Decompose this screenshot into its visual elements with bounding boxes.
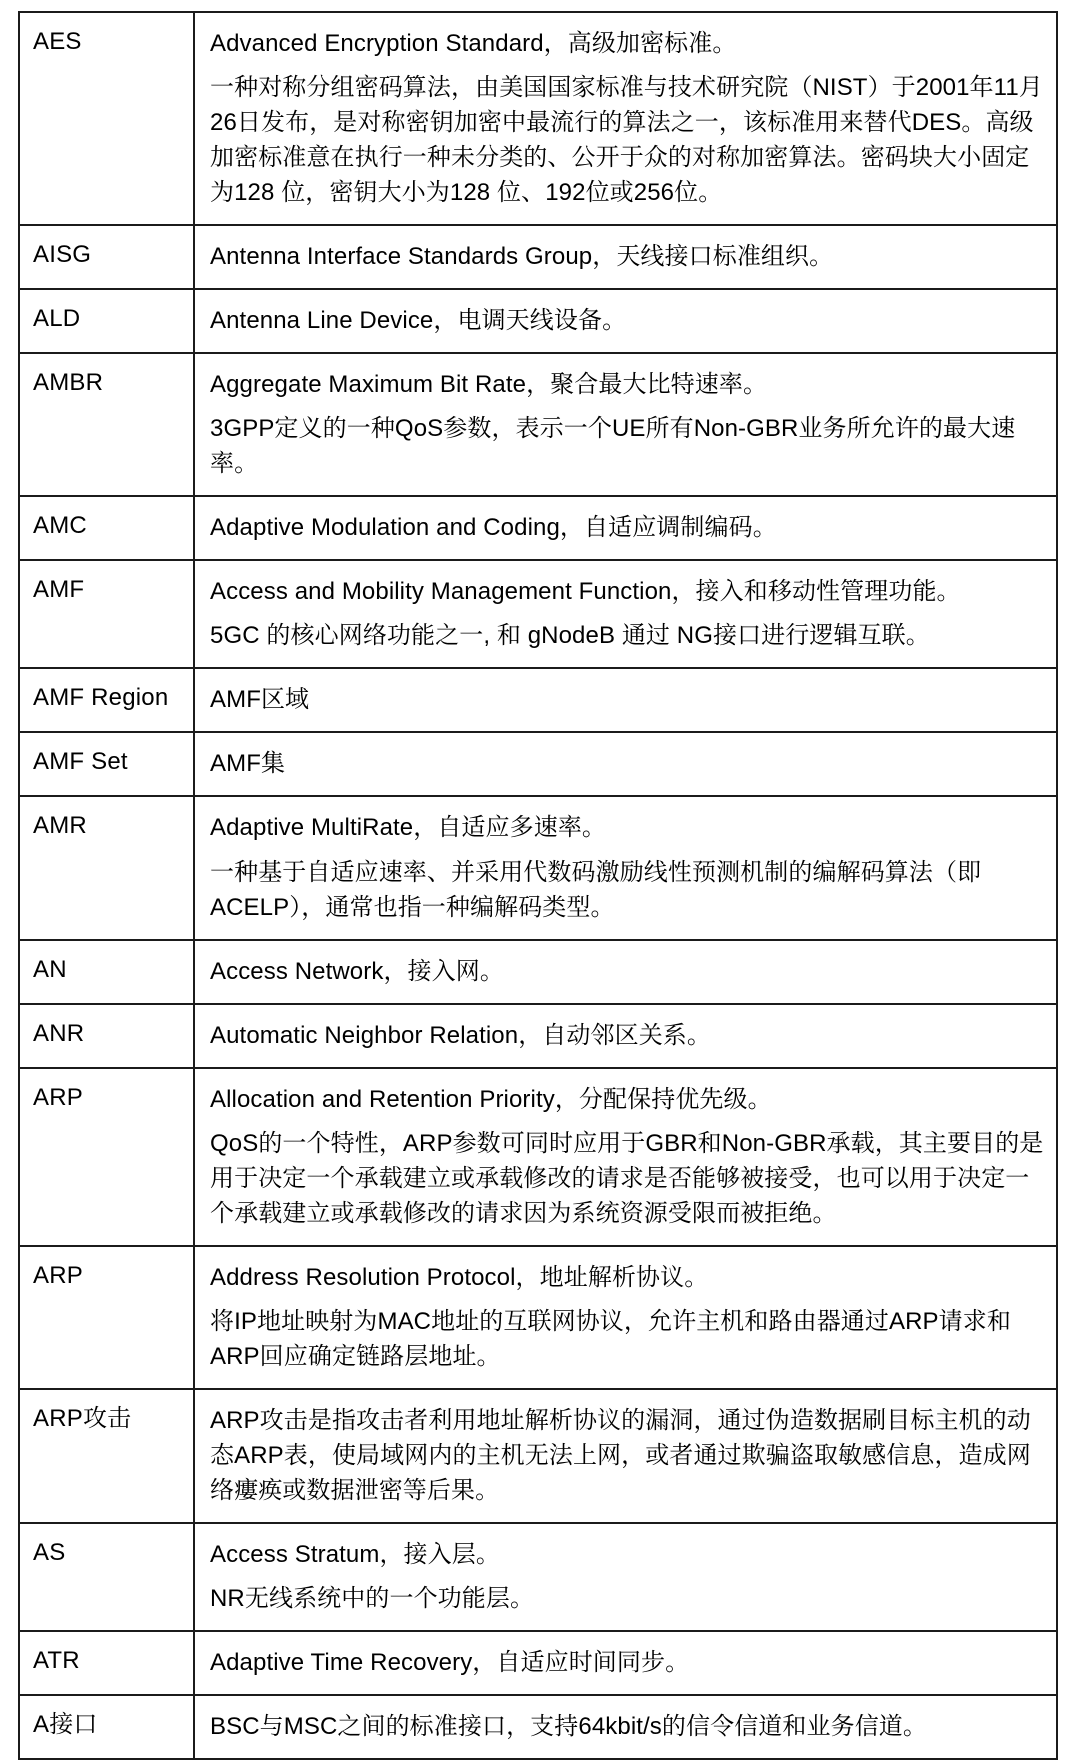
glossary-term-text: AMR	[33, 812, 87, 840]
glossary-term-cell	[19, 1068, 194, 1246]
glossary-definition-cell	[194, 353, 1057, 496]
glossary-term-cell	[19, 496, 194, 560]
glossary-definition-cell	[194, 289, 1057, 353]
glossary-definition-cell	[194, 560, 1057, 668]
glossary-term-text: ARP攻击	[33, 1404, 132, 1432]
glossary-definition-paragraph: Adaptive Modulation and Coding，自适应调制编码。	[210, 514, 777, 542]
glossary-definition-paragraph: QoS的一个特性，ARP参数可同时应用于GBR和Non-GBR承载，其主要目的是用于决定一个承载建立或承载修改的请求是否能够被接受，也可以用于决定一个承载建立或承载修改的请求因为系统资源受限而被拒绝。	[210, 1129, 1044, 1227]
glossary-term-cell	[19, 1246, 194, 1389]
table-row	[19, 225, 1057, 289]
glossary-term-text: ALD	[33, 305, 81, 333]
table-row	[19, 940, 1057, 1004]
glossary-definition-paragraph: 将IP地址映射为MAC地址的互联网协议，允许主机和路由器通过ARP请求和ARP回应确定链路层地址。	[210, 1307, 1011, 1370]
glossary-definition-cell	[194, 1004, 1057, 1068]
glossary-definition-cell	[194, 12, 1057, 225]
table-row	[19, 1068, 1057, 1246]
glossary-term-text: AES	[33, 28, 82, 55]
table-row	[19, 1695, 1057, 1759]
glossary-definition-paragraph: Access Network，接入网。	[210, 957, 504, 985]
table-row	[19, 1523, 1057, 1631]
glossary-definition-paragraph: Address Resolution Protocol，地址解析协议。	[210, 1263, 709, 1291]
glossary-term-text: AS	[33, 1538, 66, 1566]
table-row	[19, 1246, 1057, 1389]
glossary-definition-paragraph: NR无线系统中的一个功能层。	[210, 1584, 535, 1612]
glossary-term-cell	[19, 796, 194, 939]
glossary-term-text: AMF Set	[33, 748, 128, 776]
glossary-term-text: AMF	[33, 576, 85, 604]
table-row	[19, 353, 1057, 496]
glossary-definition-cell	[194, 1631, 1057, 1695]
table-row	[19, 796, 1057, 939]
glossary-definition-cell	[194, 225, 1057, 289]
glossary-term-text: AN	[33, 955, 67, 983]
glossary-table	[18, 11, 1058, 1760]
glossary-definition-cell	[194, 1246, 1057, 1389]
glossary-definition-cell	[194, 940, 1057, 1004]
glossary-term-cell	[19, 1695, 194, 1759]
glossary-table-body	[19, 12, 1057, 1759]
glossary-definition-cell	[194, 1523, 1057, 1631]
glossary-definition-paragraph: AMF集	[210, 750, 286, 778]
glossary-definition-cell	[194, 1389, 1057, 1523]
glossary-definition-paragraph: 一种对称分组密码算法，由美国国家标准与技术研究院（NIST）于2001年11月26日发布，是对称密钥加密中最流行的算法之一，该标准用来替代DES。高级加密标准意在执行一种未分类的、公开于众的对称加密算法。密码块大小固定为128 位，密钥大小为128 位、192位或256位。	[210, 74, 1043, 207]
table-row	[19, 1004, 1057, 1068]
glossary-definition-cell	[194, 732, 1057, 796]
glossary-definition-paragraph: 3GPP定义的一种QoS参数，表示一个UE所有Non-GBR业务所允许的最大速率。	[210, 415, 1016, 478]
glossary-definition-paragraph: Automatic Neighbor Relation，自动邻区关系。	[210, 1021, 711, 1049]
glossary-definition-paragraph: Advanced Encryption Standard，高级加密标准。	[210, 30, 737, 57]
glossary-definition-paragraph: Antenna Interface Standards Group，天线接口标准组织。	[210, 243, 834, 271]
glossary-definition-paragraph: Antenna Line Device，电调天线设备。	[210, 307, 627, 335]
glossary-definition-paragraph: Access and Mobility Management Function，接入和移动性管理功能。	[210, 578, 961, 606]
glossary-term-text: ANR	[33, 1019, 85, 1047]
glossary-term-text: AMBR	[33, 369, 104, 397]
glossary-definition-cell	[194, 496, 1057, 560]
glossary-term-text: AMF Region	[33, 684, 169, 712]
table-row	[19, 289, 1057, 353]
glossary-term-cell	[19, 560, 194, 668]
glossary-definition-paragraph: 5GC 的核心网络功能之一, 和 gNodeB 通过 NG接口进行逻辑互联。	[210, 622, 930, 650]
glossary-definition-paragraph: BSC与MSC之间的标准接口，支持64kbit/s的信令信道和业务信道。	[210, 1713, 927, 1741]
glossary-term-cell	[19, 732, 194, 796]
glossary-definition-cell	[194, 1068, 1057, 1246]
glossary-definition-cell	[194, 796, 1057, 939]
glossary-term-cell	[19, 225, 194, 289]
table-row	[19, 732, 1057, 796]
glossary-definition-paragraph: Access Stratum，接入层。	[210, 1540, 500, 1568]
table-row	[19, 1389, 1057, 1523]
glossary-term-cell	[19, 1389, 194, 1523]
table-row	[19, 496, 1057, 560]
glossary-term-cell	[19, 1523, 194, 1631]
glossary-term-cell	[19, 668, 194, 732]
glossary-definition-paragraph: Adaptive MultiRate，自适应多速率。	[210, 814, 607, 842]
glossary-term-text: AMC	[33, 512, 87, 540]
table-row	[19, 12, 1057, 225]
glossary-definition-cell	[194, 1695, 1057, 1759]
glossary-term-cell	[19, 12, 194, 225]
glossary-definition-paragraph: 一种基于自适应速率、并采用代数码激励线性预测机制的编解码算法（即ACELP），通常也指一种编解码类型。	[210, 858, 982, 921]
glossary-definition-paragraph: ARP攻击是指攻击者利用地址解析协议的漏洞，通过伪造数据刷目标主机的动态ARP表，使局域网内的主机无法上网，或者通过欺骗盗取敏感信息，造成网络瘻痪或数据泄密等后果。	[210, 1406, 1031, 1504]
glossary-term-cell	[19, 1004, 194, 1068]
glossary-term-cell	[19, 353, 194, 496]
glossary-term-cell	[19, 940, 194, 1004]
glossary-definition-paragraph: Allocation and Retention Priority，分配保持优先级。	[210, 1085, 772, 1113]
glossary-definition-paragraph: Aggregate Maximum Bit Rate，聚合最大比特速率。	[210, 371, 768, 399]
glossary-term-cell	[19, 289, 194, 353]
glossary-term-text: A接口	[33, 1711, 98, 1739]
glossary-definition-paragraph: Adaptive Time Recovery，自适应时间同步。	[210, 1649, 690, 1676]
table-row	[19, 560, 1057, 668]
table-row	[19, 668, 1057, 732]
glossary-term-text: ATR	[33, 1647, 80, 1674]
glossary-definition-cell	[194, 668, 1057, 732]
glossary-term-text: ARP	[33, 1261, 83, 1289]
table-row	[19, 1631, 1057, 1695]
glossary-term-text: AISG	[33, 241, 92, 269]
glossary-definition-paragraph: AMF区域	[210, 686, 310, 714]
glossary-term-text: ARP	[33, 1083, 83, 1111]
glossary-term-cell	[19, 1631, 194, 1695]
